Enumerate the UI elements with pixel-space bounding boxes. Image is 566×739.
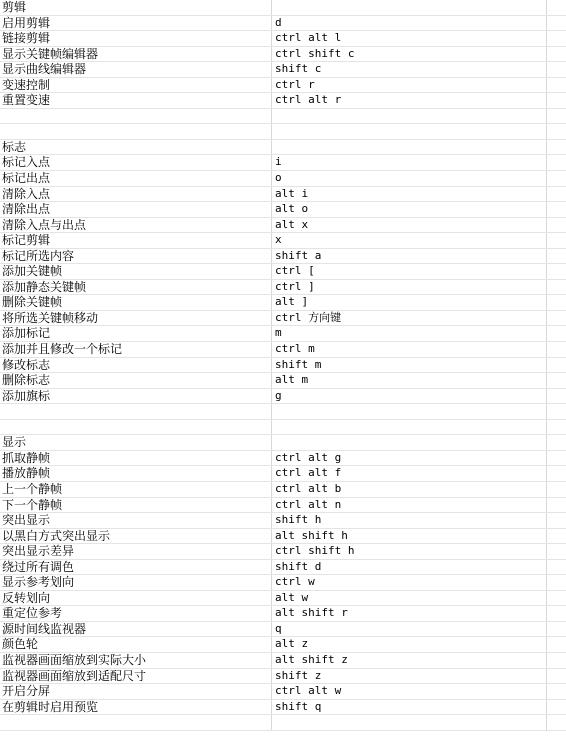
- empty-cell[interactable]: [546, 124, 566, 139]
- shortcut-cell[interactable]: alt ]: [275, 295, 309, 309]
- empty-cell[interactable]: [546, 669, 566, 684]
- sheet-row: [0, 93, 566, 109]
- action-cell[interactable]: 颜色轮: [0, 637, 272, 652]
- empty-cell[interactable]: [546, 62, 566, 77]
- empty-cell[interactable]: [546, 420, 566, 435]
- action-cell[interactable]: 添加并且修改一个标记: [0, 342, 272, 357]
- empty-cell[interactable]: [546, 93, 566, 108]
- sheet-row: [0, 513, 566, 529]
- shortcut-cell[interactable]: ctrl r: [275, 77, 315, 91]
- action-cell[interactable]: [0, 715, 272, 730]
- sheet-row: [0, 637, 566, 653]
- shortcut-cell[interactable]: alt w: [275, 590, 309, 604]
- shortcut-cell[interactable]: alt o: [275, 202, 309, 216]
- shortcut-cell[interactable]: alt shift r: [275, 606, 348, 620]
- empty-cell[interactable]: [546, 202, 566, 217]
- action-cell[interactable]: 变速控制: [0, 78, 272, 93]
- shortcut-cell[interactable]: ctrl alt l: [275, 31, 342, 45]
- shortcut-cell[interactable]: alt z: [275, 637, 309, 651]
- shortcut-cell[interactable]: alt m: [275, 373, 309, 387]
- sheet-row: [0, 373, 566, 389]
- action-cell[interactable]: 添加标记: [0, 326, 272, 341]
- action-cell[interactable]: 添加静态关键帧: [0, 280, 272, 295]
- sheet-row: [0, 684, 566, 700]
- sheet-row: [0, 653, 566, 669]
- shortcut-cell[interactable]: alt i: [275, 186, 309, 200]
- shortcut-cell[interactable]: ctrl m: [275, 342, 315, 356]
- sheet-row: [0, 140, 566, 156]
- empty-cell[interactable]: [546, 715, 566, 730]
- action-cell[interactable]: 清除出点: [0, 202, 272, 217]
- empty-cell[interactable]: [546, 0, 566, 15]
- action-cell[interactable]: 清除入点与出点: [0, 218, 272, 233]
- empty-cell[interactable]: [546, 171, 566, 186]
- sheet-row: [0, 466, 566, 482]
- shortcut-cell[interactable]: ctrl 方向键: [275, 310, 342, 324]
- sheet-row: [0, 0, 566, 16]
- shortcut-cell[interactable]: [272, 109, 546, 124]
- action-cell[interactable]: 添加关键帧: [0, 264, 272, 279]
- sheet-row: [0, 715, 566, 731]
- shortcut-cell[interactable]: m: [275, 326, 282, 340]
- sheet-row: [0, 16, 566, 32]
- empty-cell[interactable]: [546, 78, 566, 93]
- shortcut-cell[interactable]: shift q: [275, 699, 322, 713]
- action-cell[interactable]: 监视器画面缩放到适配尺寸: [0, 669, 272, 684]
- action-cell[interactable]: 将所选关键帧移动: [0, 311, 272, 326]
- empty-cell[interactable]: [546, 653, 566, 668]
- action-cell[interactable]: 监视器画面缩放到实际大小: [0, 653, 272, 668]
- sheet-row: [0, 451, 566, 467]
- action-cell[interactable]: 源时间线监视器: [0, 622, 272, 637]
- action-cell[interactable]: 显示参考划向: [0, 575, 272, 590]
- empty-cell[interactable]: [546, 358, 566, 373]
- empty-cell[interactable]: [546, 544, 566, 559]
- action-cell[interactable]: 标记出点: [0, 171, 272, 186]
- empty-cell[interactable]: [546, 311, 566, 326]
- empty-cell[interactable]: [546, 389, 566, 404]
- empty-cell[interactable]: [546, 233, 566, 248]
- shortcut-cell[interactable]: ctrl ]: [275, 279, 315, 293]
- sheet-row: [0, 575, 566, 591]
- sheet-row: [0, 435, 566, 451]
- sheet-row: [0, 78, 566, 94]
- sheet-row: [0, 358, 566, 374]
- shortcut-cell[interactable]: g: [275, 388, 282, 402]
- shortcut-cell[interactable]: shift m: [275, 357, 322, 371]
- sheet-row: [0, 544, 566, 560]
- empty-cell[interactable]: [546, 498, 566, 513]
- empty-cell[interactable]: [546, 606, 566, 621]
- shortcut-cell[interactable]: shift a: [275, 248, 322, 262]
- sheet-row: [0, 295, 566, 311]
- sheet-row: [0, 155, 566, 171]
- sheet-row: [0, 109, 566, 125]
- sheet-row: [0, 606, 566, 622]
- action-cell[interactable]: [0, 124, 272, 139]
- sheet-row: [0, 482, 566, 498]
- action-cell[interactable]: [0, 420, 272, 435]
- sheet-row: [0, 591, 566, 607]
- empty-cell[interactable]: [546, 404, 566, 419]
- shortcut-cell[interactable]: [272, 404, 546, 419]
- sheet-row: [0, 280, 566, 296]
- shortcut-cell[interactable]: ctrl shift h: [275, 544, 355, 558]
- empty-cell[interactable]: [546, 466, 566, 481]
- empty-cell[interactable]: [546, 109, 566, 124]
- action-cell[interactable]: [0, 109, 272, 124]
- shortcut-cell[interactable]: shift c: [275, 62, 322, 76]
- action-cell[interactable]: 显示曲线编辑器: [0, 62, 272, 77]
- action-cell[interactable]: 突出显示差异: [0, 544, 272, 559]
- shortcut-cell[interactable]: [272, 0, 546, 15]
- shortcut-cell[interactable]: x: [275, 233, 282, 247]
- action-cell[interactable]: [0, 404, 272, 419]
- shortcut-cell[interactable]: alt shift h: [275, 528, 348, 542]
- action-cell[interactable]: 清除入点: [0, 187, 272, 202]
- shortcut-cell[interactable]: ctrl alt b: [275, 481, 342, 495]
- sheet-row: [0, 187, 566, 203]
- shortcut-cell[interactable]: ctrl w: [275, 575, 315, 589]
- sheet-row: [0, 233, 566, 249]
- sheet-row: [0, 62, 566, 78]
- action-cell[interactable]: 绕过所有调色: [0, 560, 272, 575]
- action-cell[interactable]: 在剪辑时启用预览: [0, 700, 272, 715]
- empty-cell[interactable]: [546, 560, 566, 575]
- empty-cell[interactable]: [546, 684, 566, 699]
- action-cell[interactable]: 播放静帧: [0, 466, 272, 481]
- sheet-row: [0, 311, 566, 327]
- shortcut-cell[interactable]: shift z: [275, 668, 322, 682]
- shortcut-cell[interactable]: alt shift z: [275, 652, 348, 666]
- empty-cell[interactable]: [546, 529, 566, 544]
- action-cell[interactable]: 突出显示: [0, 513, 272, 528]
- empty-cell[interactable]: [546, 140, 566, 155]
- empty-cell[interactable]: [546, 622, 566, 637]
- shortcut-cell[interactable]: ctrl alt g: [275, 450, 342, 464]
- action-cell[interactable]: 标记所选内容: [0, 249, 272, 264]
- shortcut-cell[interactable]: [272, 420, 546, 435]
- shortcut-cell[interactable]: ctrl alt r: [275, 93, 342, 107]
- action-cell[interactable]: 抓取静帧: [0, 451, 272, 466]
- sheet-row: [0, 420, 566, 436]
- shortcut-cell[interactable]: q: [275, 621, 282, 635]
- action-cell[interactable]: 标志: [0, 140, 272, 155]
- sheet-row: [0, 498, 566, 514]
- empty-cell[interactable]: [546, 342, 566, 357]
- empty-cell[interactable]: [546, 47, 566, 62]
- empty-cell[interactable]: [546, 591, 566, 606]
- empty-cell[interactable]: [546, 187, 566, 202]
- action-cell[interactable]: 添加旗标: [0, 389, 272, 404]
- shortcut-cell[interactable]: o: [275, 171, 282, 185]
- action-cell[interactable]: 上一个静帧: [0, 482, 272, 497]
- shortcut-cell[interactable]: shift h: [275, 513, 322, 527]
- shortcut-cell[interactable]: ctrl alt n: [275, 497, 342, 511]
- shortcut-cell[interactable]: alt x: [275, 217, 309, 231]
- empty-cell[interactable]: [546, 637, 566, 652]
- shortcut-cell[interactable]: d: [275, 15, 282, 29]
- empty-cell[interactable]: [546, 249, 566, 264]
- empty-cell[interactable]: [546, 435, 566, 450]
- sheet-row: [0, 31, 566, 47]
- sheet-row: [0, 700, 566, 716]
- shortcut-cell[interactable]: ctrl alt f: [275, 466, 342, 480]
- action-cell[interactable]: 启用剪辑: [0, 16, 272, 31]
- action-cell[interactable]: 重定位参考: [0, 606, 272, 621]
- sheet-row: [0, 560, 566, 576]
- empty-cell[interactable]: [546, 295, 566, 310]
- empty-cell[interactable]: [546, 155, 566, 170]
- empty-cell[interactable]: [546, 482, 566, 497]
- shortcut-cell[interactable]: ctrl alt w: [275, 684, 342, 698]
- sheet-row: [0, 622, 566, 638]
- sheet-row: [0, 171, 566, 187]
- action-cell[interactable]: 显示关键帧编辑器: [0, 47, 272, 62]
- action-cell[interactable]: 以黑白方式突出显示: [0, 529, 272, 544]
- shortcut-cell[interactable]: [272, 124, 546, 139]
- action-cell[interactable]: 开启分屏: [0, 684, 272, 699]
- empty-cell[interactable]: [546, 451, 566, 466]
- sheet-row: [0, 326, 566, 342]
- shortcut-cell[interactable]: [272, 715, 546, 730]
- shortcut-cell[interactable]: [272, 435, 546, 450]
- action-cell[interactable]: 删除关键帧: [0, 295, 272, 310]
- sheet-row: [0, 202, 566, 218]
- sheet-row: [0, 389, 566, 405]
- action-cell[interactable]: 下一个静帧: [0, 498, 272, 513]
- shortcut-cell[interactable]: ctrl shift c: [275, 46, 355, 60]
- action-cell[interactable]: 链接剪辑: [0, 31, 272, 46]
- action-cell[interactable]: 显示: [0, 435, 272, 450]
- sheet-row: [0, 669, 566, 685]
- sheet-row: [0, 529, 566, 545]
- empty-cell[interactable]: [546, 373, 566, 388]
- sheet-row: [0, 249, 566, 265]
- shortcut-cell[interactable]: ctrl [: [275, 264, 315, 278]
- sheet-row: [0, 342, 566, 358]
- sheet-row: [0, 264, 566, 280]
- action-cell[interactable]: 重置变速: [0, 93, 272, 108]
- action-cell[interactable]: 反转划向: [0, 591, 272, 606]
- empty-cell[interactable]: [546, 16, 566, 31]
- action-cell[interactable]: 标记剪辑: [0, 233, 272, 248]
- empty-cell[interactable]: [546, 575, 566, 590]
- empty-cell[interactable]: [546, 280, 566, 295]
- empty-cell[interactable]: [546, 700, 566, 715]
- action-cell[interactable]: 修改标志: [0, 358, 272, 373]
- empty-cell[interactable]: [546, 513, 566, 528]
- sheet-row: [0, 47, 566, 63]
- sheet-row: [0, 124, 566, 140]
- shortcut-cell[interactable]: [272, 140, 546, 155]
- shortcut-cell[interactable]: i: [275, 155, 282, 169]
- empty-cell[interactable]: [546, 218, 566, 233]
- empty-cell[interactable]: [546, 31, 566, 46]
- shortcut-cell[interactable]: shift d: [275, 559, 322, 573]
- action-cell[interactable]: 标记入点: [0, 155, 272, 170]
- empty-cell[interactable]: [546, 326, 566, 341]
- sheet-row: [0, 404, 566, 420]
- action-cell[interactable]: 删除标志: [0, 373, 272, 388]
- empty-cell[interactable]: [546, 264, 566, 279]
- action-cell[interactable]: 剪辑: [0, 0, 272, 15]
- sheet-row: [0, 218, 566, 234]
